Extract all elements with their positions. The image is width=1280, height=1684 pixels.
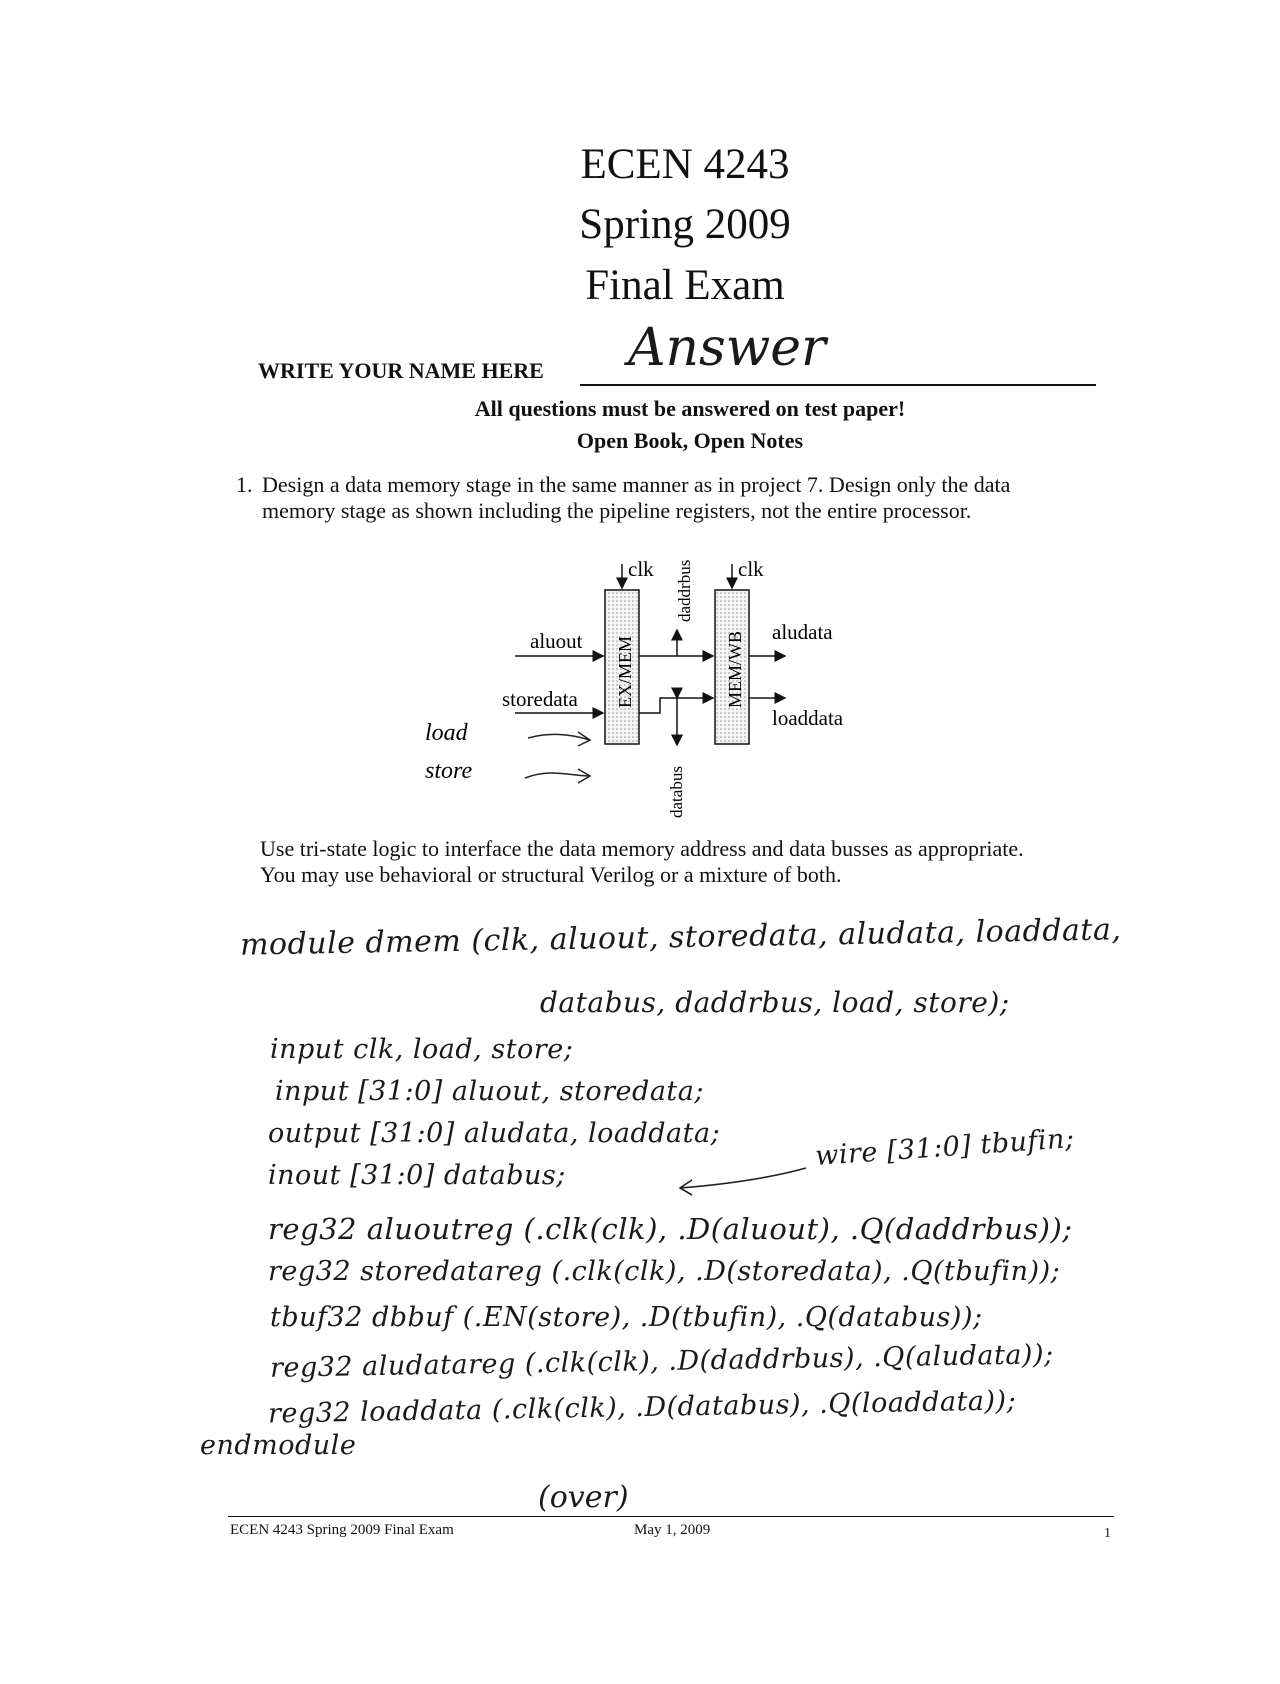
- hand-load-label: load: [425, 720, 468, 746]
- answer-line-input1: input clk, load, store;: [270, 1034, 574, 1065]
- exam-title: Final Exam: [585, 262, 785, 309]
- answer-line-inout: inout [31:0] databus;: [268, 1160, 566, 1191]
- loaddata-label: loaddata: [772, 706, 844, 730]
- aludata-label: aludata: [772, 620, 833, 644]
- clk-label-2: clk: [738, 557, 764, 581]
- answer-line-input2: input [31:0] aluout, storedata;: [275, 1076, 704, 1107]
- ex-mem-to-mem-wb-bottom: [639, 698, 713, 713]
- answer-line-loaddata: reg32 loaddata (.clk(clk), .D(databus), .Q(loaddata));: [267, 1385, 1017, 1430]
- answer-line-ports: databus, daddrbus, load, store);: [540, 986, 1010, 1019]
- wire-insert-arrow: [670, 1160, 810, 1200]
- note-line2: You may use behavioral or structural Verilog or a mixture of both.: [260, 862, 842, 887]
- answer-line-output: output [31:0] aludata, loaddata;: [268, 1118, 721, 1149]
- ex-mem-label: EX/MEM: [615, 636, 635, 708]
- footer-page-number: 1: [1104, 1526, 1111, 1541]
- daddrbus-label: daddrbus: [675, 559, 694, 622]
- course-title: ECEN 4243: [580, 141, 790, 188]
- answer-line-aluoutreg: reg32 aluoutreg (.clk(clk), .D(aluout), .Q(daddrbus));: [268, 1212, 1073, 1246]
- question-number: 1.: [236, 472, 253, 497]
- question-text-line2: memory stage as shown including the pipeline registers, not the entire processor.: [262, 498, 972, 523]
- hand-store-label: store: [425, 758, 473, 784]
- name-underline: [580, 384, 1096, 386]
- over-text: over: [549, 1480, 617, 1515]
- answer-line-endmodule: endmodule: [200, 1430, 357, 1461]
- note-line1: Use tri-state logic to interface the data memory address and data busses as appropriate.: [260, 836, 1024, 861]
- pipeline-diagram: [400, 540, 900, 830]
- handwritten-name: Answer: [628, 318, 826, 378]
- instruction-answer-on-paper: All questions must be answered on test paper!: [474, 396, 906, 421]
- footer-date: May 1, 2009: [634, 1522, 711, 1538]
- mem-wb-label: MEM/WB: [725, 630, 745, 708]
- question-text-line1: Design a data memory stage in the same manner as in project 7. Design only the data: [262, 472, 1011, 497]
- databus-label: databus: [667, 766, 686, 818]
- answer-line-module: module dmem (clk, aluout, storedata, aludata, loaddata,: [239, 912, 1122, 963]
- name-label: WRITE YOUR NAME HERE: [258, 358, 544, 383]
- term-title: Spring 2009: [579, 201, 791, 248]
- footer-rule: [228, 1516, 1114, 1517]
- aluout-label: aluout: [530, 629, 583, 653]
- over-note: (over): [538, 1480, 629, 1515]
- answer-line-storedatareg: reg32 storedatareg (.clk(clk), .D(storedata), .Q(tbufin));: [268, 1256, 1061, 1287]
- storedata-label: storedata: [502, 687, 578, 711]
- answer-line-aludatareg: reg32 aludatareg (.clk(clk), .D(daddrbus), .Q(aludata));: [269, 1339, 1054, 1384]
- instruction-open-book: Open Book, Open Notes: [576, 428, 804, 453]
- hand-store-arrow: [525, 769, 590, 783]
- answer-wire-decl: wire [31:0] tbufin;: [814, 1122, 1076, 1173]
- footer-left: ECEN 4243 Spring 2009 Final Exam: [230, 1522, 454, 1538]
- hand-load-arrow: [528, 732, 590, 746]
- answer-line-tbuf: tbuf32 dbbuf (.EN(store), .D(tbufin), .Q(databus));: [270, 1302, 983, 1333]
- clk-label-1: clk: [628, 557, 654, 581]
